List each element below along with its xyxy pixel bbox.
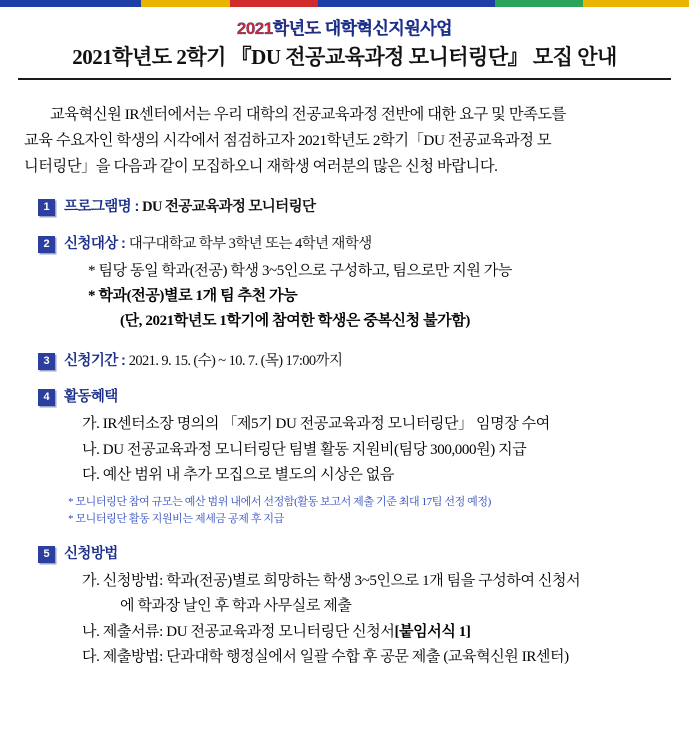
- eligibility-line-3: (단, 2021학년도 1학기에 참여한 학생은 중복신청 불가함): [120, 313, 470, 330]
- section-number-badge: 1: [38, 199, 55, 216]
- program-brand-line: [18, 14, 671, 39]
- intro-line-2: 교육 수요자인 학생의 시각에서 점검하고자 2021학년도 2학기「DU 전공교육과정 모: [24, 132, 552, 150]
- document-header: [18, 0, 671, 80]
- section-application-period: [18, 352, 671, 370]
- decorative-color-bar: [0, 0, 689, 7]
- page-title: 2021학년도 2학기 『DU 전공교육과정 모니터링단』 모집 안내: [72, 45, 617, 69]
- intro-line-1: 교육혁신원 IR센터에서는 우리 대학의 전공교육과정 전반에 대한 요구 및 만족도를: [50, 106, 566, 123]
- benefits-list: [64, 412, 671, 488]
- section-heading: [64, 198, 671, 216]
- eligibility-line-1: * 팀당 동일 학과(전공) 학생 3~5인으로 구성하고, 팀으로만 지원 가능: [88, 262, 512, 279]
- list-item: 다. 예산 범위 내 추가 모집으로 별도의 시상은 없음: [82, 466, 394, 483]
- list-item: 다. 제출방법: 단과대학 행정실에서 일괄 수합 후 공문 제출 (교육혁신원 IR센터): [82, 648, 569, 665]
- list-item: [64, 620, 671, 645]
- section-label: 신청기간 :: [64, 353, 129, 370]
- section-heading: [64, 235, 671, 253]
- brand-year: 2021학년도: [236, 19, 325, 38]
- section-value: DU 전공교육과정 모니터링단: [142, 199, 316, 216]
- intro-line-3: 니터링단」을 다음과 같이 모집하오니 재학생 여러분의 많은 신청 바랍니다.: [24, 158, 498, 176]
- section-heading: [64, 352, 671, 370]
- list-item: 나. DU 전공교육과정 모니터링단 팀별 활동 지원비(팀당 300,000원) 지급: [82, 441, 527, 458]
- section-benefits: [18, 388, 671, 527]
- intro-paragraph: [24, 102, 667, 180]
- list-item-continuation: 에 학과장 날인 후 학과 사무실로 제출: [120, 598, 352, 615]
- attachment-reference: [붙임서식 1]: [394, 623, 471, 640]
- title-divider: [18, 78, 671, 80]
- section-label: 신청대상 :: [64, 235, 129, 252]
- how-to-apply-list: [64, 569, 671, 670]
- section-eligibility: [18, 235, 671, 335]
- submission-docs-text: 나. 제출서류: DU 전공교육과정 모니터링단 신청서: [82, 623, 395, 640]
- section-program-name: [18, 198, 671, 216]
- list-item: 가. IR센터소장 명의의 「제5기 DU 전공교육과정 모니터링단」 임명장 수여: [82, 416, 550, 433]
- section-heading: 활동혜택: [64, 389, 118, 406]
- section-value: 대구대학교 학부 3학년 또는 4학년 재학생: [128, 235, 372, 252]
- section-how-to-apply: [18, 545, 671, 670]
- section-heading: 신청방법: [64, 546, 118, 563]
- section-number-badge: 2: [38, 236, 55, 253]
- list-item: 가. 신청방법: 학과(전공)별로 희망하는 학생 3~5인으로 1개 팀을 구성하여 신청서: [82, 573, 581, 590]
- section-value: 2021. 9. 15. (수) ~ 10. 7. (목) 17:00까지: [128, 353, 343, 370]
- benefits-notes: [64, 494, 671, 527]
- section-number-badge: 4: [38, 389, 55, 406]
- section-label: 프로그램명 :: [64, 199, 143, 216]
- section-number-badge: 5: [38, 546, 55, 563]
- brand-name: 대학혁신지원사업: [324, 19, 453, 38]
- section-number-badge: 3: [38, 353, 55, 370]
- eligibility-details: [64, 259, 671, 335]
- note-line: * 모니터링단 활동 지원비는 제세금 공제 후 지급: [68, 512, 284, 525]
- eligibility-line-2: * 학과(전공)별로 1개 팀 추천 가능: [88, 287, 298, 304]
- note-line: * 모니터링단 참여 규모는 예산 범위 내에서 선정함(활동 보고서 제출 기준 최대 17팀 선정 예정): [68, 496, 491, 509]
